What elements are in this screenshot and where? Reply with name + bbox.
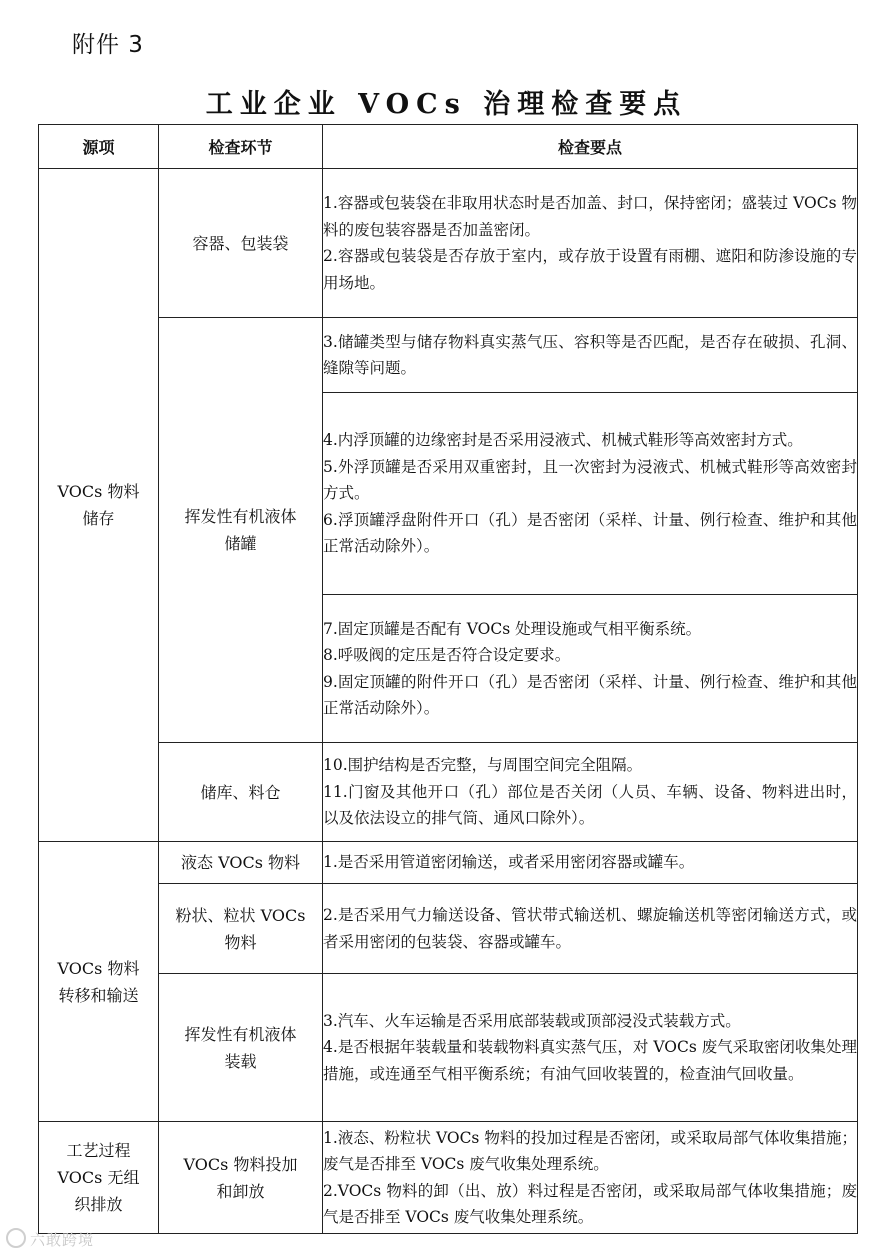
check-point: 11.门窗及其他开口（孔）部位是否关闭（人员、车辆、设备、物料进出时，以及依法设立的排气筒、通风口除外）。 — [323, 782, 857, 828]
header-source: 源项 — [39, 125, 159, 169]
points-cell — [323, 393, 858, 595]
table-header-row — [39, 125, 858, 169]
points-cell — [323, 743, 858, 842]
stage-cell: 挥发性有机液体 储罐 — [159, 318, 323, 743]
points-cell — [323, 595, 858, 743]
table-row — [39, 884, 858, 974]
points-cell — [323, 842, 858, 884]
check-point: 10.围护结构是否完整，与周围空间完全阻隔。 — [323, 756, 643, 775]
table-row — [39, 318, 858, 393]
points-cell — [323, 884, 858, 974]
document-title: 工业企业 VOCs 治理检查要点 — [205, 89, 688, 120]
check-point: 1.容器或包装袋在非取用状态时是否加盖、封口，保持密闭；盛装过 VOCs 物料的废包装容器是否加盖密闭。 — [323, 194, 857, 239]
source-cell: 工艺过程 VOCs 无组 织排放 — [39, 1122, 159, 1234]
watermark-logo-icon — [6, 1228, 26, 1248]
check-point: 1.液态、粉粒状 VOCs 物料的投加过程是否密闭，或采取局部气体收集措施；废气是否排至 VOCs 废气收集处理系统。 — [323, 1128, 857, 1173]
check-point: 8.呼吸阀的定压是否符合设定要求。 — [323, 646, 571, 664]
stage-cell: VOCs 物料投加 和卸放 — [159, 1122, 323, 1234]
stage-cell: 容器、包装袋 — [159, 169, 323, 318]
table-row — [39, 974, 858, 1122]
watermark — [6, 1228, 94, 1250]
points-cell — [323, 318, 858, 393]
stage-cell: 储库、料仓 — [159, 743, 323, 842]
check-point: 6.浮顶罐浮盘附件开口（孔）是否密闭（采样、计量、例行检查、维护和其他正常活动除外）。 — [323, 510, 857, 556]
check-point: 1.是否采用管道密闭输送，或者采用密闭容器或罐车。 — [323, 853, 695, 872]
inspection-table — [38, 124, 858, 1234]
points-cell — [323, 974, 858, 1122]
check-point: 3.储罐类型与储存物料真实蒸气压、容积等是否匹配，是否存在破损、孔洞、缝隙等问题。 — [323, 332, 857, 377]
points-cell — [323, 1122, 858, 1234]
points-cell — [323, 169, 858, 318]
header-stage: 检查环节 — [159, 125, 323, 169]
attachment-label: 附件 3 — [72, 32, 144, 58]
check-point: 7.固定顶罐是否配有 VOCs 处理设施或气相平衡系统。 — [323, 619, 702, 638]
table-row — [39, 1122, 858, 1234]
stage-cell: 粉状、粒状 VOCs 物料 — [159, 884, 323, 974]
stage-cell: 挥发性有机液体 装载 — [159, 974, 323, 1122]
watermark-text: 六敢跨境 — [30, 1231, 95, 1249]
table-row — [39, 842, 858, 884]
check-point: 2.容器或包装袋是否存放于室内，或存放于设置有雨棚、遮阳和防渗设施的专用场地。 — [323, 247, 857, 292]
check-point: 5.外浮顶罐是否采用双重密封，且一次密封为浸液式、机械式鞋形等高效密封方式。 — [323, 457, 857, 503]
source-cell: VOCs 物料 储存 — [39, 169, 159, 842]
check-point: 9.固定顶罐的附件开口（孔）是否密闭（采样、计量、例行检查、维护和其他正常活动除外）。 — [323, 672, 857, 717]
check-point: 4.内浮顶罐的边缘密封是否采用浸液式、机械式鞋形等高效密封方式。 — [323, 431, 803, 450]
table-row — [39, 169, 858, 318]
source-cell: VOCs 物料 转移和输送 — [39, 842, 159, 1122]
header-points: 检查要点 — [323, 125, 858, 169]
table-row — [39, 743, 858, 842]
check-point: 2.VOCs 物料的卸（出、放）料过程是否密闭，或采取局部气体收集措施；废气是否排至 VOCs 废气收集处理系统。 — [323, 1181, 857, 1226]
check-point: 4.是否根据年装载量和装载物料真实蒸气压，对 VOCs 废气采取密闭收集处理措施，或连通至气相平衡系统；有油气回收装置的，检查油气回收量。 — [323, 1038, 857, 1083]
check-point: 2.是否采用气力输送设备、管状带式输送机、螺旋输送机等密闭输送方式，或者采用密闭的包装袋、容器或罐车。 — [323, 906, 857, 951]
check-point: 3.汽车、火车运输是否采用底部装载或顶部浸没式装载方式。 — [323, 1011, 741, 1030]
stage-cell: 液态 VOCs 物料 — [159, 842, 323, 884]
